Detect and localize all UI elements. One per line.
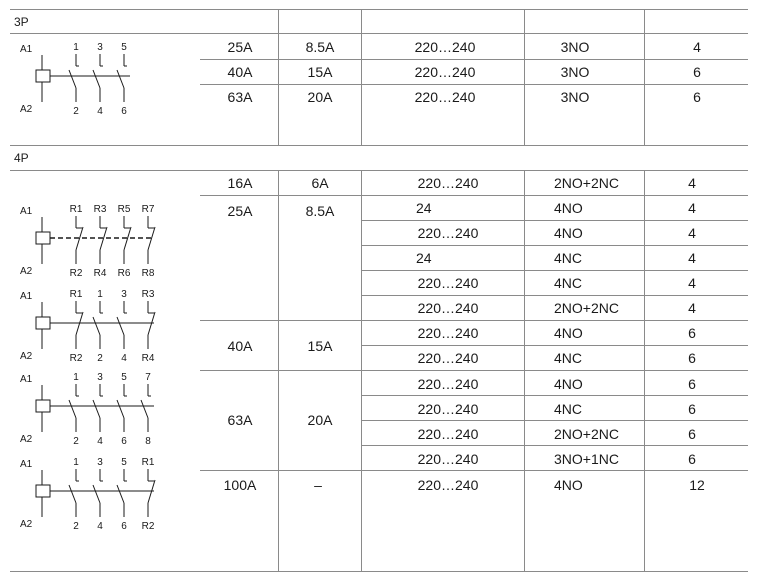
coil-symbol	[36, 70, 50, 82]
coil-voltage: 220…240	[417, 401, 479, 417]
coil-symbol	[36, 400, 50, 412]
contact-config: 2NO+2NC	[554, 426, 619, 442]
column-rule	[644, 9, 645, 145]
module-width: 6	[688, 401, 696, 417]
no-contact-blade	[93, 70, 100, 88]
wiring-diagram-3no-1nc	[20, 453, 180, 535]
module-width: 4	[688, 200, 696, 216]
module-width: 12	[689, 477, 705, 493]
contact-terminal-label: 5	[121, 457, 127, 468]
contact-terminal-label: 3	[97, 372, 103, 383]
table-rule	[10, 9, 748, 10]
contact-config: 3NO	[560, 64, 590, 80]
table-rule	[10, 571, 748, 572]
module-width: 6	[688, 325, 696, 341]
contact-terminal-label: R1	[69, 204, 83, 215]
coil-voltage: 220…240	[414, 89, 476, 105]
contact-config: 4NC	[554, 401, 583, 417]
contact-terminal-label: R2	[69, 268, 83, 279]
rated-current: 40A	[227, 64, 253, 80]
contact-terminal-label: R1	[141, 457, 155, 468]
table-rule	[200, 470, 748, 471]
contact-config: 4NO	[554, 325, 583, 341]
contact-terminal-label: 2	[73, 521, 79, 532]
table-rule	[362, 295, 748, 296]
contact-terminal-label: R8	[141, 268, 155, 279]
contact-config: 4NO	[554, 477, 583, 493]
module-width: 4	[688, 225, 696, 241]
contact-terminal-label: R6	[117, 268, 131, 279]
contact-terminal-label: 2	[73, 436, 79, 447]
rated-current: 100A	[223, 477, 257, 493]
contact-terminal-label: 5	[121, 42, 127, 53]
coil-terminal-label: A2	[20, 434, 33, 445]
table-rule	[10, 145, 748, 146]
coil-terminal-label: A2	[20, 266, 33, 277]
column-rule	[361, 9, 362, 145]
no-contact-blade	[117, 485, 124, 503]
no-contact-blade	[141, 400, 148, 418]
contact-terminal-label: 4	[121, 353, 127, 364]
contact-terminal-label: 4	[97, 436, 103, 447]
coil-terminal-label: A1	[20, 44, 33, 55]
column-rule	[361, 170, 362, 571]
column-rule	[524, 9, 525, 145]
contact-terminal-label: R5	[117, 204, 131, 215]
coil-voltage: 220…240	[414, 64, 476, 80]
column-rule	[278, 170, 279, 571]
contact-terminal-label: 1	[73, 42, 79, 53]
coil-terminal-label: A1	[20, 459, 33, 470]
contact-config: 3NO+1NC	[554, 451, 619, 467]
module-width: 6	[688, 376, 696, 392]
coil-voltage: 24	[416, 200, 432, 216]
contact-terminal-label: 6	[121, 436, 127, 447]
rated-current: 16A	[227, 175, 253, 191]
coil-voltage: 24	[416, 250, 432, 266]
contact-terminal-label: 6	[121, 521, 127, 532]
module-width: 4	[688, 275, 696, 291]
contact-config: 4NC	[554, 350, 583, 366]
contact-terminal-label: R2	[69, 353, 83, 364]
coil-voltage: 220…240	[417, 426, 479, 442]
module-width: 6	[688, 451, 696, 467]
contact-config: 3NO	[560, 39, 590, 55]
contact-terminal-label: R7	[141, 204, 155, 215]
contact-config: 4NO	[554, 200, 583, 216]
table-rule	[10, 33, 748, 34]
no-contact-blade	[93, 317, 100, 335]
rated-current: 25A	[227, 203, 253, 219]
table-rule	[200, 195, 748, 196]
table-rule	[362, 395, 748, 396]
contact-config: 4NC	[554, 250, 583, 266]
coil-voltage: 220…240	[417, 300, 479, 316]
contact-terminal-label: 7	[145, 372, 151, 383]
contact-terminal-label: 1	[73, 457, 79, 468]
module-width: 4	[688, 250, 696, 266]
contact-terminal-label: 4	[97, 521, 103, 532]
wiring-diagram-3p	[20, 38, 150, 120]
module-width: 6	[693, 89, 701, 105]
coil-symbol	[36, 232, 50, 244]
table-rule	[10, 170, 748, 171]
contact-terminal-label: 3	[121, 289, 127, 300]
table-rule	[200, 370, 748, 371]
no-contact-blade	[69, 70, 76, 88]
rated-current: 63A	[227, 412, 253, 428]
contact-terminal-label: 3	[97, 42, 103, 53]
table-rule	[362, 245, 748, 246]
coil-terminal-label: A2	[20, 519, 33, 530]
module-width: 6	[693, 64, 701, 80]
contact-terminal-label: 2	[97, 353, 103, 364]
contact-config: 3NO	[560, 89, 590, 105]
rated-power: 8.5A	[305, 39, 335, 55]
rated-power: 8.5A	[305, 203, 335, 219]
section-label-4p: 4P	[14, 151, 29, 165]
table-rule	[362, 270, 748, 271]
table-rule	[200, 84, 748, 85]
coil-voltage: 220…240	[417, 350, 479, 366]
contact-terminal-label: 4	[97, 106, 103, 117]
coil-voltage: 220…240	[417, 275, 479, 291]
rated-current: 40A	[227, 338, 253, 354]
coil-terminal-label: A2	[20, 104, 33, 115]
no-contact-blade	[93, 485, 100, 503]
rated-power: –	[314, 477, 322, 493]
module-width: 6	[688, 350, 696, 366]
wiring-diagram-4nc	[20, 200, 180, 282]
section-label-3p: 3P	[14, 15, 29, 29]
table-rule	[362, 220, 748, 221]
contact-config: 2NO+2NC	[554, 175, 619, 191]
table-rule	[200, 59, 748, 60]
no-contact-blade	[69, 400, 76, 418]
coil-terminal-label: A1	[20, 206, 33, 217]
coil-voltage: 220…240	[414, 39, 476, 55]
coil-voltage: 220…240	[417, 325, 479, 341]
coil-symbol	[36, 485, 50, 497]
rated-current: 25A	[227, 39, 253, 55]
contact-terminal-label: R2	[141, 521, 155, 532]
wiring-diagram-2no-2nc	[20, 285, 180, 367]
contact-config: 4NC	[554, 275, 583, 291]
contact-terminal-label: R1	[69, 289, 83, 300]
contact-terminal-label: R4	[93, 268, 107, 279]
rated-power: 6A	[311, 175, 329, 191]
module-width: 4	[693, 39, 701, 55]
rated-power: 20A	[307, 412, 333, 428]
rated-power: 20A	[307, 89, 333, 105]
coil-voltage: 220…240	[417, 451, 479, 467]
rated-power: 15A	[307, 338, 333, 354]
contact-terminal-label: 2	[73, 106, 79, 117]
rated-power: 15A	[307, 64, 333, 80]
no-contact-blade	[69, 485, 76, 503]
module-width: 4	[688, 300, 696, 316]
module-width: 6	[688, 426, 696, 442]
contact-config: 2NO+2NC	[554, 300, 619, 316]
no-contact-blade	[93, 400, 100, 418]
contact-terminal-label: 3	[97, 457, 103, 468]
coil-voltage: 220…240	[417, 175, 479, 191]
contact-terminal-label: 1	[73, 372, 79, 383]
coil-terminal-label: A1	[20, 291, 33, 302]
table-rule	[362, 420, 748, 421]
contact-config: 4NO	[554, 225, 583, 241]
no-contact-blade	[117, 70, 124, 88]
no-contact-blade	[117, 317, 124, 335]
contact-terminal-label: R3	[141, 289, 155, 300]
wiring-diagram-4no	[20, 368, 180, 450]
column-rule	[524, 170, 525, 571]
column-rule	[644, 170, 645, 571]
module-width: 4	[688, 175, 696, 191]
coil-voltage: 220…240	[417, 477, 479, 493]
table-rule	[200, 320, 748, 321]
contact-terminal-label: 5	[121, 372, 127, 383]
table-rule	[362, 345, 748, 346]
no-contact-blade	[117, 400, 124, 418]
contact-terminal-label: R4	[141, 353, 155, 364]
rated-current: 63A	[227, 89, 253, 105]
column-rule	[278, 9, 279, 145]
table-rule	[362, 445, 748, 446]
contact-terminal-label: 6	[121, 106, 127, 117]
contact-terminal-label: R3	[93, 204, 107, 215]
coil-voltage: 220…240	[417, 376, 479, 392]
contact-config: 4NO	[554, 376, 583, 392]
contact-terminal-label: 1	[97, 289, 103, 300]
coil-terminal-label: A1	[20, 374, 33, 385]
coil-voltage: 220…240	[417, 225, 479, 241]
contact-terminal-label: 8	[145, 436, 151, 447]
coil-terminal-label: A2	[20, 351, 33, 362]
coil-symbol	[36, 317, 50, 329]
